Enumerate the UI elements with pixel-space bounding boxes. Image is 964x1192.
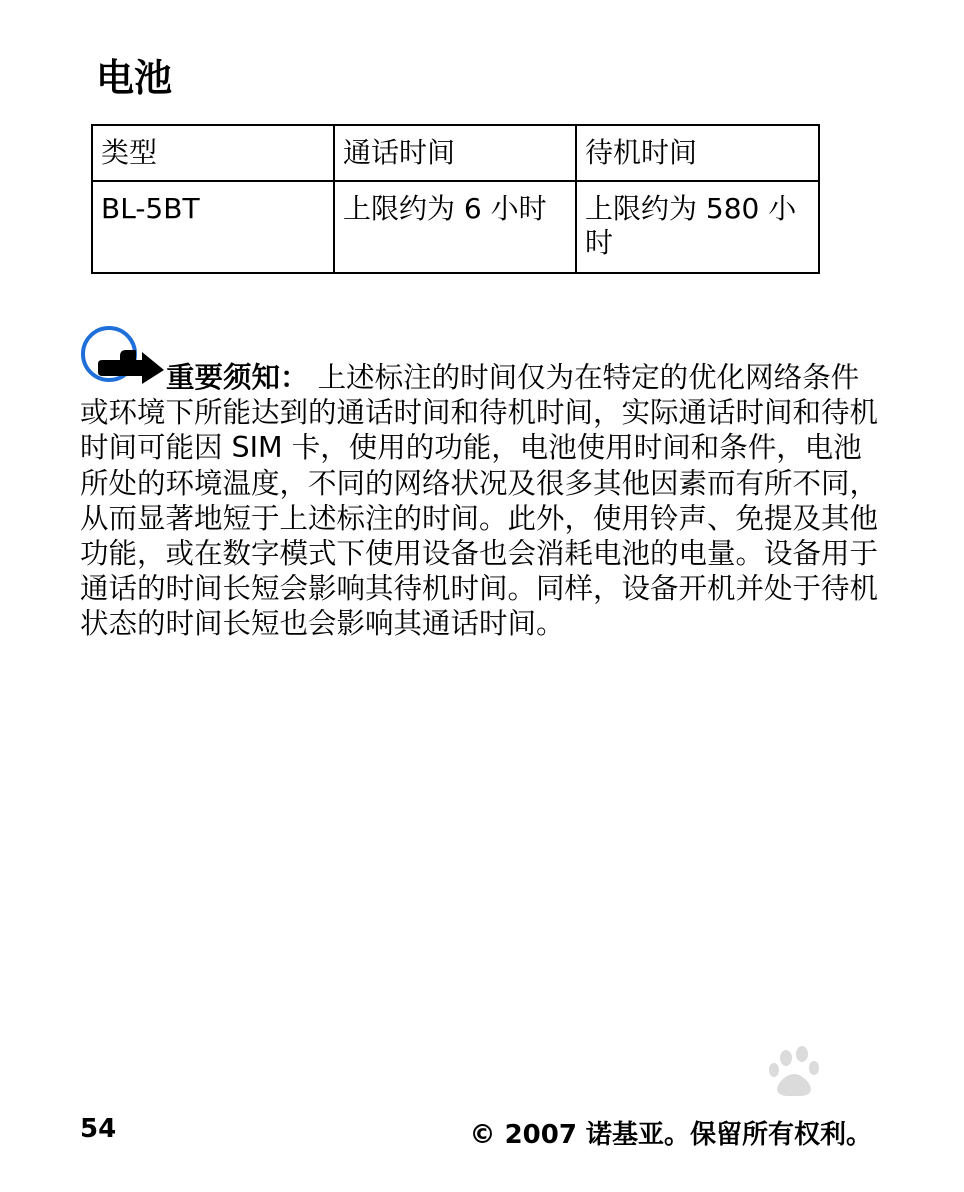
- header-type: 类型: [92, 125, 334, 181]
- copyright-notice: © 2007 诺基亚。保留所有权利。: [469, 1120, 872, 1150]
- important-note: [80, 360, 880, 642]
- table-row: [92, 181, 819, 273]
- header-talk-time: 通话时间: [334, 125, 576, 181]
- page-title: 电池: [96, 56, 173, 100]
- table-header-row: [92, 125, 819, 181]
- cell-battery-model: BL-5BT: [92, 181, 334, 273]
- header-standby-time: 待机时间: [576, 125, 819, 181]
- baidu-jingyan-watermark: [690, 1044, 910, 1154]
- note-text: 上述标注的时间仅为在特定的优化网络条件或环境下所能达到的通话时间和待机时间，实际通话时间和待机时间可能因 SIM 卡，使用的功能，电池使用时间和条件，电池所处的环境温度，不同的网络状况及很多其他因素而有所不同，从而显著地短于上述标注的时间。此外，使用铃声、免提及其他功能，或在数字模式下使用设备也会消耗电池的电量。设备用于通话的时间长短会影响其待机时间。同样，设备开机并处于待机状态的时间长短也会影响其通话时间。: [80, 361, 879, 641]
- battery-specs-table: [91, 124, 820, 274]
- note-label: 重要须知：: [166, 361, 309, 394]
- page-number: 54: [80, 1114, 117, 1144]
- cell-talk-time: 上限约为 6 小时: [334, 181, 576, 273]
- cell-standby-time: 上限约为 580 小时: [576, 181, 819, 273]
